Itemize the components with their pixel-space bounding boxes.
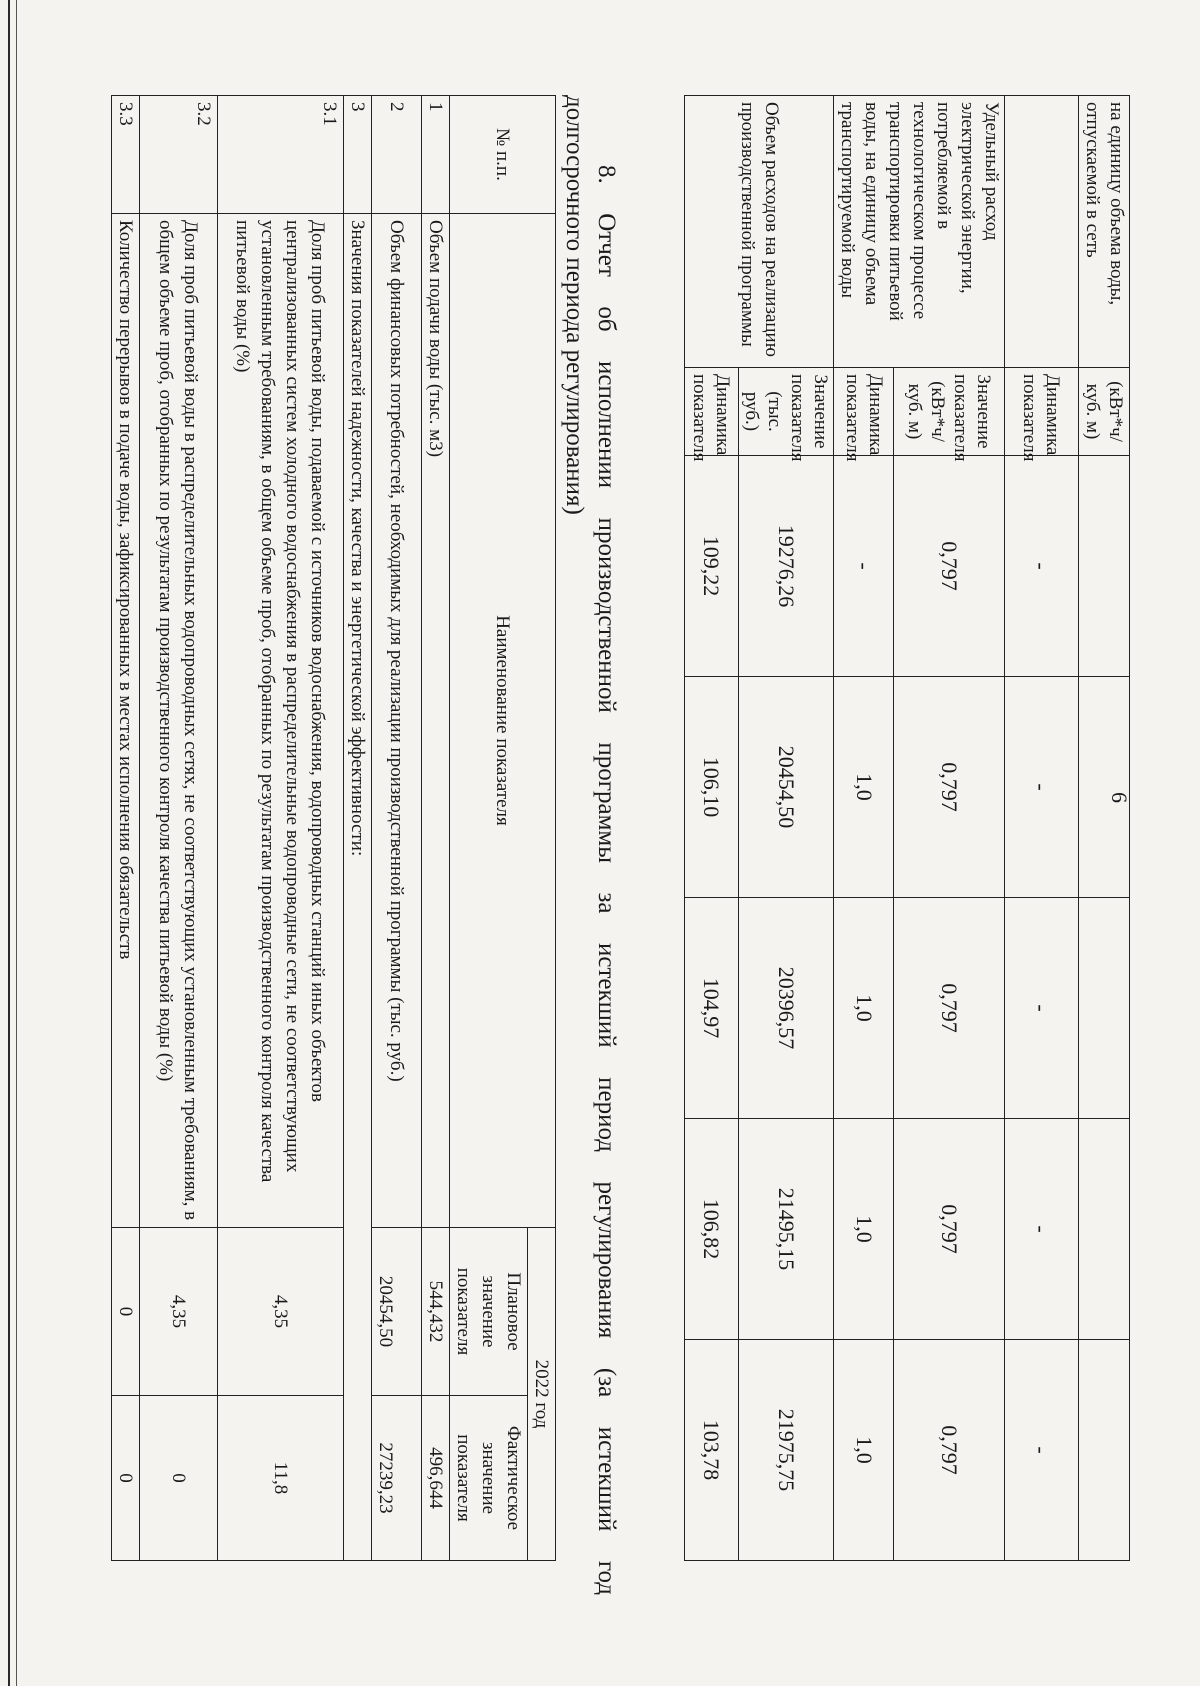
- table-cell: 3.3: [112, 96, 140, 214]
- table-cell: 109,22: [685, 456, 739, 677]
- table-cell: (кВт*ч/куб. м): [1079, 368, 1130, 456]
- table-row: [528, 96, 556, 1561]
- table-cell: Удельный расход электрической энергии, потребляемой в технологическом процессе транспортировки питьевой воды, на единицу объема транспортируемой воды: [834, 96, 1005, 368]
- table-cell: 0: [112, 1228, 140, 1396]
- table-cell: [1079, 677, 1130, 898]
- table-cell: 106,82: [685, 1119, 739, 1340]
- table-cell: Объем расходов на реализацию производственной программы: [685, 96, 834, 368]
- table-cell: 106,10: [685, 677, 739, 898]
- indicators-table: [684, 95, 1130, 1561]
- table-row: [140, 96, 218, 1561]
- table-cell: 19276,26: [739, 456, 834, 677]
- table-cell: 104,97: [685, 898, 739, 1119]
- table-row: [344, 96, 372, 1561]
- section-heading-line: 8. Отчет об исполнении производственной программы за истекший период регулирования (за истекший год: [593, 165, 620, 1595]
- table-cell: Объем подачи воды (тыс. м3): [422, 214, 450, 1228]
- table-cell: Наименование показателя: [450, 214, 556, 1228]
- table-row: [422, 96, 450, 1561]
- table-cell: 103,78: [685, 1340, 739, 1561]
- table-cell: 1,0: [834, 677, 895, 898]
- section-heading-line: долгосрочного периода регулирования): [561, 95, 588, 515]
- table-cell: 3.2: [140, 96, 218, 214]
- table-cell: -: [1005, 1340, 1079, 1561]
- table-cell: 0: [140, 1396, 218, 1561]
- table-cell: на единицу объема воды, отпускаемой в сеть: [1079, 96, 1130, 368]
- table-cell: 21975,75: [739, 1340, 834, 1561]
- table-cell: 0,797: [894, 677, 1005, 898]
- table-cell: 3.1: [218, 96, 344, 214]
- table-cell: [1079, 456, 1130, 677]
- table-cell: 4,35: [218, 1228, 344, 1396]
- table-cell: 11,8: [218, 1396, 344, 1561]
- table-cell: 0,797: [894, 1340, 1005, 1561]
- table-cell: Количество перерывов в подаче воды, зафиксированных в местах исполнения обязательств: [112, 214, 140, 1228]
- table-cell: 1,0: [834, 1119, 895, 1340]
- table-cell: 1,0: [834, 898, 895, 1119]
- table-row: [1005, 96, 1079, 1561]
- table-row: [372, 96, 422, 1561]
- table-cell: 544,432: [422, 1228, 450, 1396]
- table-row: [1079, 96, 1130, 1561]
- table-cell: 1: [422, 96, 450, 214]
- table-row: [739, 96, 834, 1561]
- table-cell: [1079, 1119, 1130, 1340]
- table-cell: -: [1005, 677, 1079, 898]
- table-cell: Объем финансовых потребностей, необходимых для реализации производственной программы (тыс. руб.): [372, 214, 422, 1228]
- table-cell: 0,797: [894, 1119, 1005, 1340]
- table-row: [894, 96, 1005, 1561]
- table-cell: № п.п.: [450, 96, 556, 214]
- table-cell: 20454,50: [739, 677, 834, 898]
- table-cell: Динамика показателя: [685, 368, 739, 456]
- page-number: 6: [1107, 792, 1132, 803]
- program-report-table: [111, 95, 556, 1561]
- table-cell: Значения показателей надежности, качества и энергетической эффективности:: [344, 214, 372, 1561]
- table-cell: [1079, 898, 1130, 1119]
- table-cell: [1005, 96, 1079, 368]
- table-cell: Доля проб питьевой воды, подаваемой с источников водоснабжения, водопроводных станций иных объектов централизованных систем холодного водоснабжения в распределительные водопроводные сети, не соответствующих установленным требованиям, в общем объеме проб, отобранных по результатам производственного контроля качества питьевой воды (%): [218, 214, 344, 1228]
- table-cell: Динамика показателя: [834, 368, 895, 456]
- table-cell: 0,797: [894, 898, 1005, 1119]
- table-cell: Значение показателя (тыс. руб.): [739, 368, 834, 456]
- table-cell: 1,0: [834, 1340, 895, 1561]
- table-cell: 496,644: [422, 1396, 450, 1561]
- table-cell: 4,35: [140, 1228, 218, 1396]
- table-cell: [1079, 1340, 1130, 1561]
- table-cell: Значение показателя (кВт*ч/куб. м): [894, 368, 1005, 456]
- section-heading: [558, 95, 622, 1595]
- table-cell: -: [1005, 1119, 1079, 1340]
- table-row: [112, 96, 140, 1561]
- table-cell: 0,797: [894, 456, 1005, 677]
- table-cell: Фактическое значение показателя: [450, 1396, 528, 1561]
- table-cell: 2: [372, 96, 422, 214]
- table-cell: 20454,50: [372, 1228, 422, 1396]
- table-cell: 20396,57: [739, 898, 834, 1119]
- table-cell: -: [1005, 456, 1079, 677]
- table-cell: 2022 год: [528, 1228, 556, 1561]
- table-cell: -: [834, 456, 895, 677]
- table-cell: -: [1005, 898, 1079, 1119]
- table-cell: 3: [344, 96, 372, 214]
- table-cell: Плановое значение показателя: [450, 1228, 528, 1396]
- table-cell: Доля проб питьевой воды в распределительных водопроводных сетях, не соответствующих установленным требованиям, в общем объеме проб, отобранных по результатам производственного контроля качества питьевой воды (%): [140, 214, 218, 1228]
- table-cell: Динамика показателя: [1005, 368, 1079, 456]
- table-cell: 21495,15: [739, 1119, 834, 1340]
- table-row: [218, 96, 344, 1561]
- table-cell: 0: [112, 1396, 140, 1561]
- table-cell: 27239,23: [372, 1396, 422, 1561]
